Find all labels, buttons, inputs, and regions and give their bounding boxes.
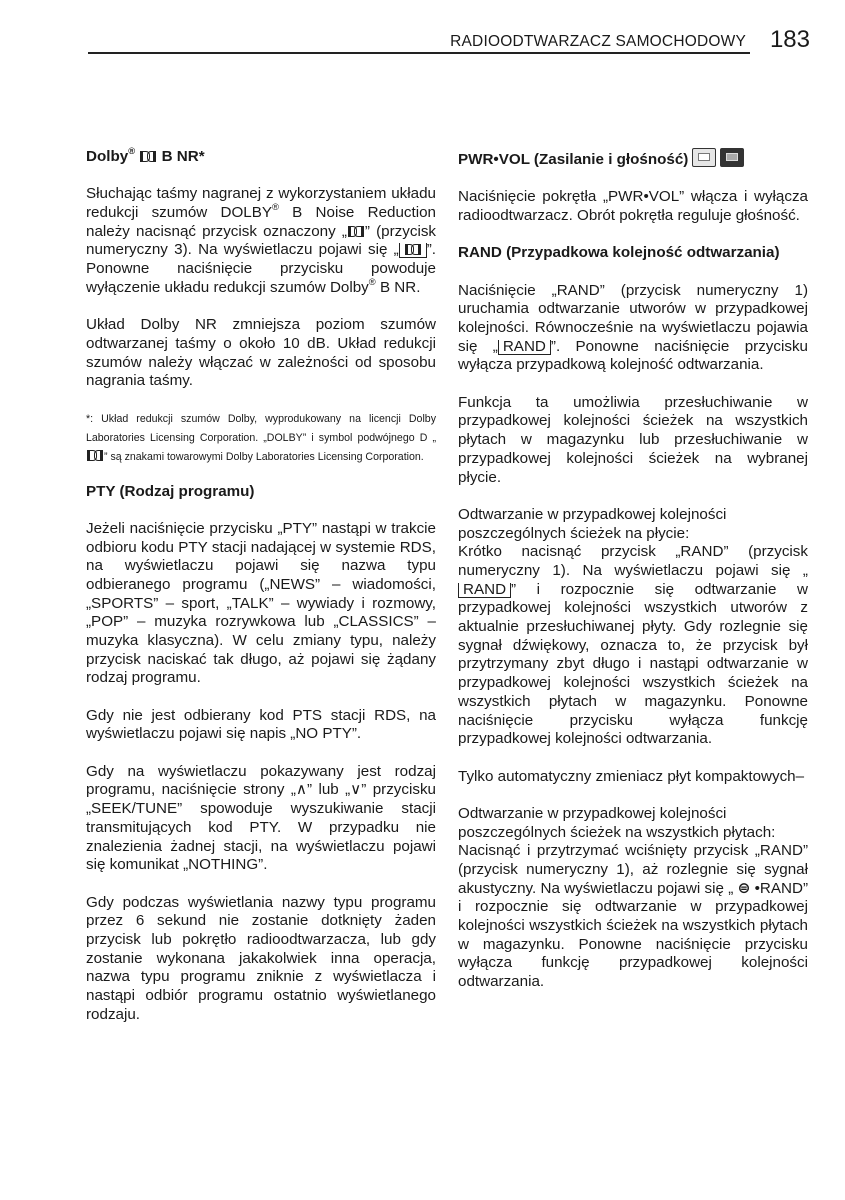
dolby-heading: Dolby® B NR* — [86, 144, 205, 165]
section-title: RADIOODTWARZACZ SAMOCHODOWY — [450, 33, 746, 50]
display-indicator — [399, 243, 427, 258]
radio-button-dark-icon — [720, 148, 744, 167]
rand-display-indicator: RAND — [458, 583, 511, 598]
rand-display-indicator: RAND — [498, 340, 551, 355]
rand-paragraph-3: Odtwarzanie w przypadkowej kolejności poszczególnych ścieżek na płycie: Krótko nacisnąć przycisk „RAND” (przycisk numeryczny 1). Na wyświetlaczu pojawi się „RAND ” i rozpocznie się odtwarzanie w przypadkowej kolejności wszystkich utworów z aktualnie przesłuchiwanej płyty. Gdy rozlegnie się sygnał dźwiękowy, oznacza to, że przycisk był przytrzymany zbyt długo i nastąpi odtwarzanie w przypadkowej kolejności wszystkich ścieżek na wszystkich płytach w magazynku. Ponowne naciśnięcie przycisku wyłącza funkcję przypadkowej kolejności odtwarzania. — [458, 505, 808, 748]
dolby-double-d-icon — [348, 226, 364, 237]
left-column — [86, 144, 437, 1043]
radio-button-icon — [692, 148, 716, 167]
page-number: 183 — [769, 26, 810, 53]
pty-paragraph-3: Gdy na wyświetlaczu pokazywany jest rodzaj programu, naciśnięcie strony „∧” lub „∨” przycisku „SEEK/TUNE” spowoduje wyszukiwanie stacji transmitujących kod PTY. W przypadku nie znalezienia żadnej stacji, na wyświetlaczu pojawi się komunikat „NOTHING”. — [86, 762, 436, 874]
pty-paragraph-2: Gdy nie jest odbierany kod PTS stacji RDS, na wyświetlaczu pojawi się napis „NO PTY”. — [86, 706, 436, 743]
rand-heading: RAND (Przypadkowa kolejność odtwarzania) — [458, 244, 780, 262]
right-column — [458, 148, 808, 1010]
dolby-double-d-icon — [87, 450, 103, 461]
disc-stack-icon: ⊜ — [737, 879, 751, 897]
dolby-paragraph-1: Słuchając taśmy nagranej z wykorzystaniem układu redukcji szumów DOLBY® B Noise Reduction należy nacisnąć przycisk oznaczony „ ” (przycisk numeryczny 3). Na wyświetlaczu pojawi się „ ”. Ponowne naciśnięcie przycisku powoduje wyłączenie układu redukcji szumów Dolby® B NR. — [86, 185, 437, 296]
pty-heading: PTY (Rodzaj programu) — [86, 482, 255, 500]
footnote: *: Układ redukcji szumów Dolby, wyprodukowany na licencji Dolby Laboratories Licensing Corporation. „DOLBY” i symbol podwójnego D „” są znakami towarowymi Dolby Laboratories Licensing Corporation. — [86, 412, 436, 463]
page-header — [88, 24, 810, 54]
pwr-vol-paragraph: Naciśnięcie pokrętła „PWR•VOL” włącza i wyłącza radioodtwarzacz. Obrót pokrętła reguluje głośność. — [458, 188, 808, 224]
header-rule — [88, 52, 750, 54]
pty-paragraph-4: Gdy podczas wyświetlania nazwy typu programu przez 6 sekund nie zostanie dotknięty żaden przycisk lub pokrętło radioodtwarzacza, lub gdy zostanie wykonana jakakolwiek inna operacja, nazwa typu programu zniknie z wyświetlacza i nastąpi odbiór programu ostatnio wyświetlanego rodzaju. — [86, 893, 436, 1023]
rand-paragraph-2: Funkcja ta umożliwia przesłuchiwanie w przypadkowej kolejności ścieżek na wszystkich płytach w magazynku lub przesłuchiwanie w przypadkowej kolejności ścieżek na wybranej płycie. — [458, 393, 808, 486]
rand-paragraph-1: Naciśnięcie „RAND” (przycisk numeryczny 1) uruchamia odtwarzanie utworów w przypadkowej kolejności. Równocześnie na wyświetlaczu pojawia się „ RAND ”. Ponowne naciśnięcie przycisku wyłącza przypadkową kolejność odtwarzania. — [458, 281, 808, 374]
dolby-double-d-icon — [140, 151, 156, 162]
dolby-paragraph-2: Układ Dolby NR zmniejsza poziom szumów odtwarzanej taśmy o około 10 dB. Układ redukcji szumów należy włączać w zależności od sposobu nagrania taśmy. — [86, 316, 436, 390]
dolby-double-d-icon — [405, 244, 421, 255]
pwr-vol-heading: PWR•VOL (Zasilanie i głośność) — [458, 148, 808, 170]
rand-paragraph-4: Tylko automatyczny zmieniacz płyt kompaktowych– — [458, 767, 805, 785]
pty-paragraph-1: Jeżeli naciśnięcie przycisku „PTY” nastąpi w trakcie odbioru kodu PTY stacji nadającej w systemie RDS, na wyświetlaczu pojawi się nazwa typu odbieranego programu („NEWS” – wiadomości, „SPORTS” – sport, „TALK” – wywiady i rozmowy, „POP” – muzyka rozrywkowa lub „CLASSICS” – muzyka klasyczna). W celu zmiany typu, należy przycisk naciskać tak długo, aż pojawi się żądany rodzaj programu. — [86, 519, 436, 687]
rand-paragraph-5: Odtwarzanie w przypadkowej kolejności poszczególnych ścieżek na wszystkich płytach: Nacisnąć i przytrzymać wciśnięty przycisk „RAND” (przycisk numeryczny 1), aż rozlegnie się sygnał akustyczny. Na wyświetlaczu pojawi się „ ⊜ •RAND” i rozpocznie się odtwarzanie w przypadkowej kolejności wszystkich ścieżek na wszystkich płytach w magazynku. Ponowne naciśnięcie przycisku wyłącza funkcję przypadkowej kolejności odtwarzania. — [458, 804, 809, 991]
